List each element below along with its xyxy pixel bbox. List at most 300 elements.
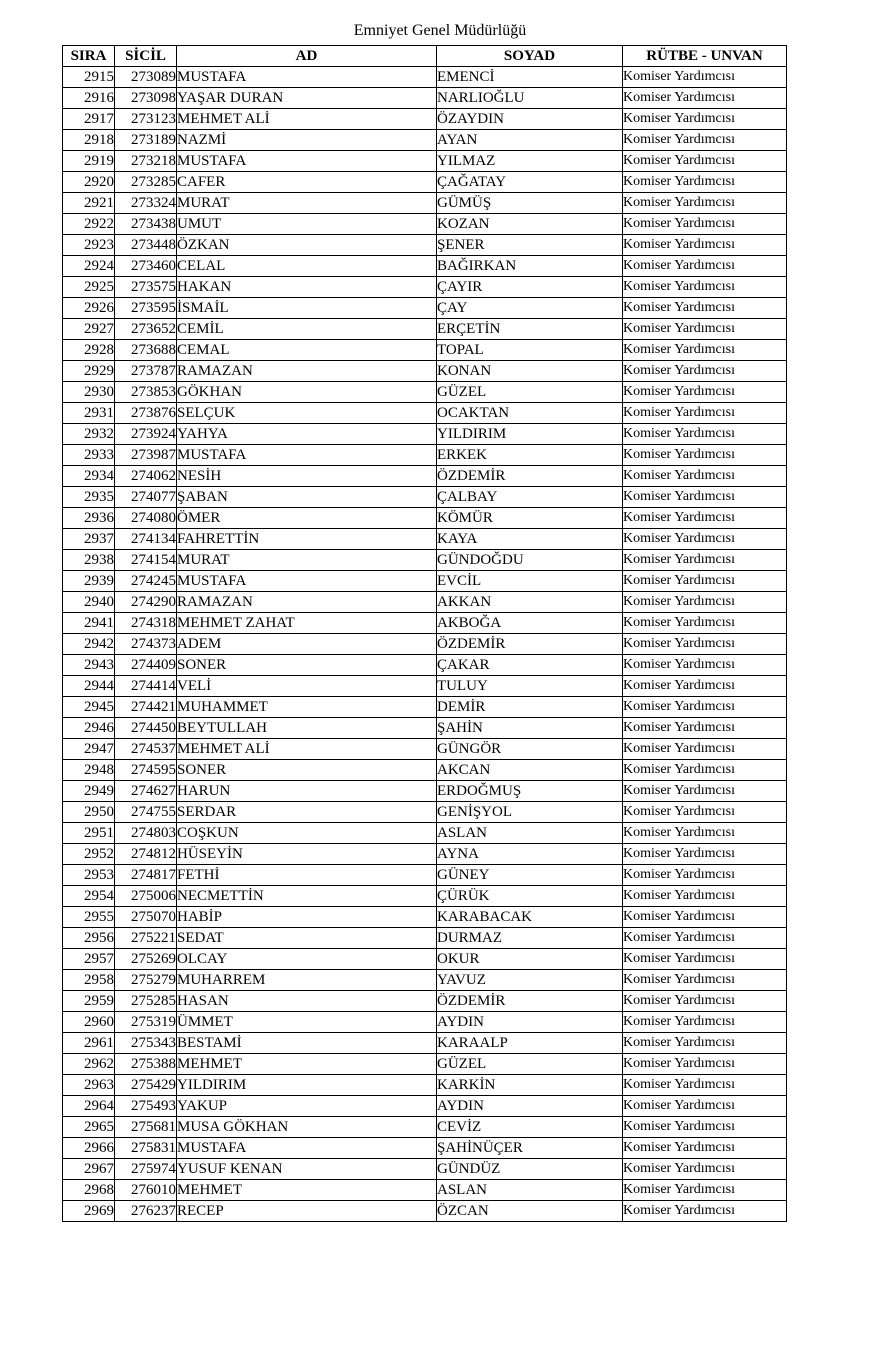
table-row: [63, 1096, 787, 1117]
table-row: [63, 613, 787, 634]
cell-rutbe: Komiser Yardımcısı: [623, 592, 787, 613]
cell-soyad: GÜNDOĞDU: [437, 550, 623, 571]
cell-ad: HARUN: [177, 781, 437, 802]
cell-soyad: ÖZDEMİR: [437, 466, 623, 487]
cell-soyad: AYNA: [437, 844, 623, 865]
cell-rutbe: Komiser Yardımcısı: [623, 991, 787, 1012]
cell-sicil: 274373: [115, 634, 177, 655]
header-sicil: SİCİL: [115, 46, 177, 67]
cell-soyad: CEVİZ: [437, 1117, 623, 1138]
cell-rutbe: Komiser Yardımcısı: [623, 823, 787, 844]
table-row: [63, 739, 787, 760]
cell-rutbe: Komiser Yardımcısı: [623, 571, 787, 592]
cell-rutbe: Komiser Yardımcısı: [623, 508, 787, 529]
cell-sira: 2923: [63, 235, 115, 256]
cell-sira: 2925: [63, 277, 115, 298]
cell-ad: RAMAZAN: [177, 592, 437, 613]
cell-sira: 2935: [63, 487, 115, 508]
cell-ad: YAŞAR DURAN: [177, 88, 437, 109]
table-row: [63, 550, 787, 571]
table-row: [63, 676, 787, 697]
cell-sira: 2934: [63, 466, 115, 487]
cell-ad: YUSUF KENAN: [177, 1159, 437, 1180]
cell-sicil: 274290: [115, 592, 177, 613]
cell-sicil: 273460: [115, 256, 177, 277]
header-ad: AD: [177, 46, 437, 67]
cell-ad: SELÇUK: [177, 403, 437, 424]
cell-soyad: GÜNGÖR: [437, 739, 623, 760]
table-row: [63, 403, 787, 424]
cell-sira: 2967: [63, 1159, 115, 1180]
cell-rutbe: Komiser Yardımcısı: [623, 802, 787, 823]
cell-sira: 2933: [63, 445, 115, 466]
cell-rutbe: Komiser Yardımcısı: [623, 697, 787, 718]
cell-sicil: 275831: [115, 1138, 177, 1159]
cell-soyad: GÜMÜŞ: [437, 193, 623, 214]
cell-sicil: 273853: [115, 382, 177, 403]
cell-ad: SERDAR: [177, 802, 437, 823]
table-row: [63, 844, 787, 865]
table-row: [63, 235, 787, 256]
cell-sicil: 274450: [115, 718, 177, 739]
cell-sicil: 274077: [115, 487, 177, 508]
cell-sira: 2918: [63, 130, 115, 151]
cell-rutbe: Komiser Yardımcısı: [623, 1159, 787, 1180]
cell-sira: 2920: [63, 172, 115, 193]
cell-sira: 2915: [63, 67, 115, 88]
table-header-row: [63, 46, 787, 67]
cell-rutbe: Komiser Yardımcısı: [623, 949, 787, 970]
cell-ad: MUSTAFA: [177, 445, 437, 466]
cell-rutbe: Komiser Yardımcısı: [623, 298, 787, 319]
cell-sicil: 276010: [115, 1180, 177, 1201]
cell-sira: 2936: [63, 508, 115, 529]
cell-rutbe: Komiser Yardımcısı: [623, 214, 787, 235]
cell-rutbe: Komiser Yardımcısı: [623, 865, 787, 886]
cell-sicil: 273924: [115, 424, 177, 445]
cell-ad: ÜMMET: [177, 1012, 437, 1033]
cell-sira: 2944: [63, 676, 115, 697]
table-row: [63, 1012, 787, 1033]
cell-ad: CAFER: [177, 172, 437, 193]
cell-sicil: 275319: [115, 1012, 177, 1033]
cell-ad: ÖMER: [177, 508, 437, 529]
cell-rutbe: Komiser Yardımcısı: [623, 466, 787, 487]
cell-ad: VELİ: [177, 676, 437, 697]
cell-ad: MUSTAFA: [177, 67, 437, 88]
cell-ad: FAHRETTİN: [177, 529, 437, 550]
cell-soyad: EVCİL: [437, 571, 623, 592]
cell-sicil: 275285: [115, 991, 177, 1012]
cell-ad: HÜSEYİN: [177, 844, 437, 865]
cell-sira: 2928: [63, 340, 115, 361]
cell-sicil: 274803: [115, 823, 177, 844]
table-row: [63, 172, 787, 193]
cell-sicil: 273575: [115, 277, 177, 298]
cell-rutbe: Komiser Yardımcısı: [623, 319, 787, 340]
cell-soyad: ŞAHİN: [437, 718, 623, 739]
cell-ad: FETHİ: [177, 865, 437, 886]
cell-sira: 2937: [63, 529, 115, 550]
cell-sicil: 273787: [115, 361, 177, 382]
cell-sira: 2955: [63, 907, 115, 928]
cell-sira: 2938: [63, 550, 115, 571]
cell-rutbe: Komiser Yardımcısı: [623, 445, 787, 466]
table-row: [63, 151, 787, 172]
cell-ad: SONER: [177, 655, 437, 676]
cell-soyad: ŞENER: [437, 235, 623, 256]
cell-sicil: 273089: [115, 67, 177, 88]
cell-sira: 2953: [63, 865, 115, 886]
cell-sicil: 273688: [115, 340, 177, 361]
table-row: [63, 592, 787, 613]
table-row: [63, 1180, 787, 1201]
cell-sicil: 273324: [115, 193, 177, 214]
cell-soyad: ÇAKAR: [437, 655, 623, 676]
cell-rutbe: Komiser Yardımcısı: [623, 655, 787, 676]
cell-sicil: 274627: [115, 781, 177, 802]
cell-ad: RECEP: [177, 1201, 437, 1222]
table-row: [63, 1117, 787, 1138]
cell-sicil: 273987: [115, 445, 177, 466]
cell-ad: MEHMET ALİ: [177, 739, 437, 760]
table-row: [63, 970, 787, 991]
cell-soyad: YILDIRIM: [437, 424, 623, 445]
cell-sira: 2926: [63, 298, 115, 319]
cell-sicil: 274154: [115, 550, 177, 571]
cell-soyad: ERKEK: [437, 445, 623, 466]
cell-ad: ŞABAN: [177, 487, 437, 508]
cell-rutbe: Komiser Yardımcısı: [623, 739, 787, 760]
cell-ad: CELAL: [177, 256, 437, 277]
cell-sira: 2952: [63, 844, 115, 865]
cell-sira: 2943: [63, 655, 115, 676]
cell-ad: HABİP: [177, 907, 437, 928]
cell-sira: 2919: [63, 151, 115, 172]
table-row: [63, 907, 787, 928]
table-body: [63, 67, 787, 1222]
cell-soyad: GÜNEY: [437, 865, 623, 886]
cell-sicil: 275070: [115, 907, 177, 928]
personnel-table: [62, 45, 787, 1222]
cell-sira: 2941: [63, 613, 115, 634]
cell-ad: MEHMET: [177, 1180, 437, 1201]
cell-rutbe: Komiser Yardımcısı: [623, 235, 787, 256]
cell-sira: 2922: [63, 214, 115, 235]
cell-sicil: 274414: [115, 676, 177, 697]
cell-soyad: DEMİR: [437, 697, 623, 718]
cell-ad: MEHMET ALİ: [177, 109, 437, 130]
cell-soyad: YILMAZ: [437, 151, 623, 172]
cell-sira: 2942: [63, 634, 115, 655]
cell-rutbe: Komiser Yardımcısı: [623, 718, 787, 739]
cell-rutbe: Komiser Yardımcısı: [623, 676, 787, 697]
table-row: [63, 109, 787, 130]
table-row: [63, 67, 787, 88]
cell-rutbe: Komiser Yardımcısı: [623, 361, 787, 382]
cell-sira: 2946: [63, 718, 115, 739]
cell-sira: 2939: [63, 571, 115, 592]
cell-soyad: ÖZDEMİR: [437, 991, 623, 1012]
cell-ad: MUHAMMET: [177, 697, 437, 718]
cell-ad: NESİH: [177, 466, 437, 487]
cell-rutbe: Komiser Yardımcısı: [623, 550, 787, 571]
cell-rutbe: Komiser Yardımcısı: [623, 88, 787, 109]
cell-soyad: TULUY: [437, 676, 623, 697]
cell-sicil: 274817: [115, 865, 177, 886]
table-row: [63, 949, 787, 970]
table-row: [63, 424, 787, 445]
cell-sira: 2921: [63, 193, 115, 214]
cell-sicil: 275681: [115, 1117, 177, 1138]
cell-sicil: 275493: [115, 1096, 177, 1117]
cell-soyad: KARAALP: [437, 1033, 623, 1054]
table-row: [63, 991, 787, 1012]
cell-sicil: 274812: [115, 844, 177, 865]
cell-rutbe: Komiser Yardımcısı: [623, 613, 787, 634]
cell-sicil: 274421: [115, 697, 177, 718]
cell-sicil: 273876: [115, 403, 177, 424]
cell-sicil: 273438: [115, 214, 177, 235]
cell-soyad: AKBOĞA: [437, 613, 623, 634]
cell-sira: 2964: [63, 1096, 115, 1117]
table-row: [63, 361, 787, 382]
cell-sira: 2930: [63, 382, 115, 403]
cell-rutbe: Komiser Yardımcısı: [623, 151, 787, 172]
cell-rutbe: Komiser Yardımcısı: [623, 487, 787, 508]
cell-sicil: 275429: [115, 1075, 177, 1096]
cell-sicil: 274062: [115, 466, 177, 487]
cell-rutbe: Komiser Yardımcısı: [623, 844, 787, 865]
cell-soyad: ÖZCAN: [437, 1201, 623, 1222]
table-row: [63, 340, 787, 361]
cell-sicil: 273218: [115, 151, 177, 172]
table-row: [63, 1075, 787, 1096]
cell-sicil: 273098: [115, 88, 177, 109]
cell-sicil: 275221: [115, 928, 177, 949]
cell-sicil: 274245: [115, 571, 177, 592]
table-row: [63, 802, 787, 823]
table-row: [63, 1138, 787, 1159]
cell-sicil: 275279: [115, 970, 177, 991]
cell-sicil: 273652: [115, 319, 177, 340]
table-row: [63, 1159, 787, 1180]
cell-soyad: KAYA: [437, 529, 623, 550]
cell-soyad: ÖZDEMİR: [437, 634, 623, 655]
cell-soyad: GÜZEL: [437, 382, 623, 403]
cell-sicil: 275388: [115, 1054, 177, 1075]
cell-sira: 2929: [63, 361, 115, 382]
cell-soyad: ERDOĞMUŞ: [437, 781, 623, 802]
cell-soyad: AKKAN: [437, 592, 623, 613]
cell-soyad: TOPAL: [437, 340, 623, 361]
cell-sira: 2960: [63, 1012, 115, 1033]
cell-sicil: 275343: [115, 1033, 177, 1054]
table-row: [63, 760, 787, 781]
cell-soyad: OCAKTAN: [437, 403, 623, 424]
cell-soyad: BAĞIRKAN: [437, 256, 623, 277]
cell-rutbe: Komiser Yardımcısı: [623, 340, 787, 361]
cell-ad: YAHYA: [177, 424, 437, 445]
cell-sicil: 274409: [115, 655, 177, 676]
table-row: [63, 886, 787, 907]
cell-sicil: 273448: [115, 235, 177, 256]
cell-rutbe: Komiser Yardımcısı: [623, 634, 787, 655]
cell-rutbe: Komiser Yardımcısı: [623, 1180, 787, 1201]
table-row: [63, 928, 787, 949]
cell-sira: 2931: [63, 403, 115, 424]
cell-rutbe: Komiser Yardımcısı: [623, 1054, 787, 1075]
cell-rutbe: Komiser Yardımcısı: [623, 172, 787, 193]
table-row: [63, 697, 787, 718]
cell-rutbe: Komiser Yardımcısı: [623, 1201, 787, 1222]
cell-soyad: YAVUZ: [437, 970, 623, 991]
table-row: [63, 214, 787, 235]
table-row: [63, 256, 787, 277]
table-row: [63, 193, 787, 214]
cell-soyad: DURMAZ: [437, 928, 623, 949]
table-row: [63, 319, 787, 340]
cell-sira: 2924: [63, 256, 115, 277]
cell-sicil: 274595: [115, 760, 177, 781]
cell-rutbe: Komiser Yardımcısı: [623, 193, 787, 214]
cell-ad: RAMAZAN: [177, 361, 437, 382]
cell-sira: 2917: [63, 109, 115, 130]
cell-sira: 2958: [63, 970, 115, 991]
cell-sira: 2962: [63, 1054, 115, 1075]
cell-sira: 2948: [63, 760, 115, 781]
cell-ad: MURAT: [177, 550, 437, 571]
cell-soyad: NARLIOĞLU: [437, 88, 623, 109]
cell-ad: YAKUP: [177, 1096, 437, 1117]
cell-sira: 2951: [63, 823, 115, 844]
cell-soyad: GENİŞYOL: [437, 802, 623, 823]
cell-sira: 2950: [63, 802, 115, 823]
table-row: [63, 130, 787, 151]
cell-rutbe: Komiser Yardımcısı: [623, 781, 787, 802]
header-sira: SIRA: [63, 46, 115, 67]
table-row: [63, 487, 787, 508]
cell-ad: ÖZKAN: [177, 235, 437, 256]
cell-ad: SEDAT: [177, 928, 437, 949]
cell-rutbe: Komiser Yardımcısı: [623, 928, 787, 949]
cell-ad: SONER: [177, 760, 437, 781]
cell-soyad: ÇAĞATAY: [437, 172, 623, 193]
cell-sira: 2965: [63, 1117, 115, 1138]
table-row: [63, 466, 787, 487]
cell-rutbe: Komiser Yardımcısı: [623, 403, 787, 424]
cell-ad: NECMETTİN: [177, 886, 437, 907]
table-row: [63, 445, 787, 466]
cell-sira: 2932: [63, 424, 115, 445]
cell-rutbe: Komiser Yardımcısı: [623, 382, 787, 403]
cell-ad: COŞKUN: [177, 823, 437, 844]
cell-rutbe: Komiser Yardımcısı: [623, 970, 787, 991]
cell-rutbe: Komiser Yardımcısı: [623, 424, 787, 445]
cell-rutbe: Komiser Yardımcısı: [623, 1012, 787, 1033]
cell-ad: HAKAN: [177, 277, 437, 298]
cell-sicil: 274318: [115, 613, 177, 634]
cell-soyad: AYAN: [437, 130, 623, 151]
cell-ad: UMUT: [177, 214, 437, 235]
table-row: [63, 88, 787, 109]
cell-ad: HASAN: [177, 991, 437, 1012]
table-row: [63, 508, 787, 529]
table-row: [63, 571, 787, 592]
cell-ad: MUSTAFA: [177, 571, 437, 592]
cell-sicil: 274537: [115, 739, 177, 760]
cell-soyad: ÇÜRÜK: [437, 886, 623, 907]
cell-ad: NAZMİ: [177, 130, 437, 151]
header-rutbe: RÜTBE - UNVAN: [623, 46, 787, 67]
cell-soyad: AKCAN: [437, 760, 623, 781]
cell-soyad: ÇAY: [437, 298, 623, 319]
cell-ad: MUSTAFA: [177, 1138, 437, 1159]
table-row: [63, 1201, 787, 1222]
cell-rutbe: Komiser Yardımcısı: [623, 529, 787, 550]
cell-rutbe: Komiser Yardımcısı: [623, 1138, 787, 1159]
cell-soyad: ÇALBAY: [437, 487, 623, 508]
cell-ad: CEMAL: [177, 340, 437, 361]
cell-sira: 2945: [63, 697, 115, 718]
cell-rutbe: Komiser Yardımcısı: [623, 1117, 787, 1138]
cell-soyad: AYDIN: [437, 1012, 623, 1033]
table-row: [63, 1033, 787, 1054]
cell-sira: 2940: [63, 592, 115, 613]
table-row: [63, 382, 787, 403]
cell-sira: 2956: [63, 928, 115, 949]
cell-sicil: 274755: [115, 802, 177, 823]
cell-sira: 2949: [63, 781, 115, 802]
cell-rutbe: Komiser Yardımcısı: [623, 109, 787, 130]
cell-sira: 2959: [63, 991, 115, 1012]
cell-soyad: KOZAN: [437, 214, 623, 235]
table-row: [63, 823, 787, 844]
cell-ad: ADEM: [177, 634, 437, 655]
cell-soyad: OKUR: [437, 949, 623, 970]
cell-rutbe: Komiser Yardımcısı: [623, 256, 787, 277]
cell-sira: 2966: [63, 1138, 115, 1159]
cell-soyad: ÖZAYDIN: [437, 109, 623, 130]
cell-sicil: 275974: [115, 1159, 177, 1180]
cell-sira: 2957: [63, 949, 115, 970]
cell-sira: 2963: [63, 1075, 115, 1096]
cell-soyad: ASLAN: [437, 823, 623, 844]
cell-soyad: ŞAHİNÜÇER: [437, 1138, 623, 1159]
cell-sira: 2927: [63, 319, 115, 340]
cell-rutbe: Komiser Yardımcısı: [623, 130, 787, 151]
cell-sicil: 274080: [115, 508, 177, 529]
cell-ad: MUSTAFA: [177, 151, 437, 172]
cell-ad: MEHMET: [177, 1054, 437, 1075]
cell-sicil: 276237: [115, 1201, 177, 1222]
cell-ad: MEHMET ZAHAT: [177, 613, 437, 634]
cell-ad: İSMAİL: [177, 298, 437, 319]
cell-sicil: 275006: [115, 886, 177, 907]
cell-sicil: 273189: [115, 130, 177, 151]
table-row: [63, 718, 787, 739]
cell-soyad: ASLAN: [437, 1180, 623, 1201]
cell-sicil: 273285: [115, 172, 177, 193]
cell-rutbe: Komiser Yardımcısı: [623, 277, 787, 298]
cell-soyad: GÜZEL: [437, 1054, 623, 1075]
cell-soyad: KÖMÜR: [437, 508, 623, 529]
cell-soyad: KARABACAK: [437, 907, 623, 928]
cell-rutbe: Komiser Yardımcısı: [623, 67, 787, 88]
table-row: [63, 277, 787, 298]
cell-sicil: 275269: [115, 949, 177, 970]
cell-ad: MUHARREM: [177, 970, 437, 991]
